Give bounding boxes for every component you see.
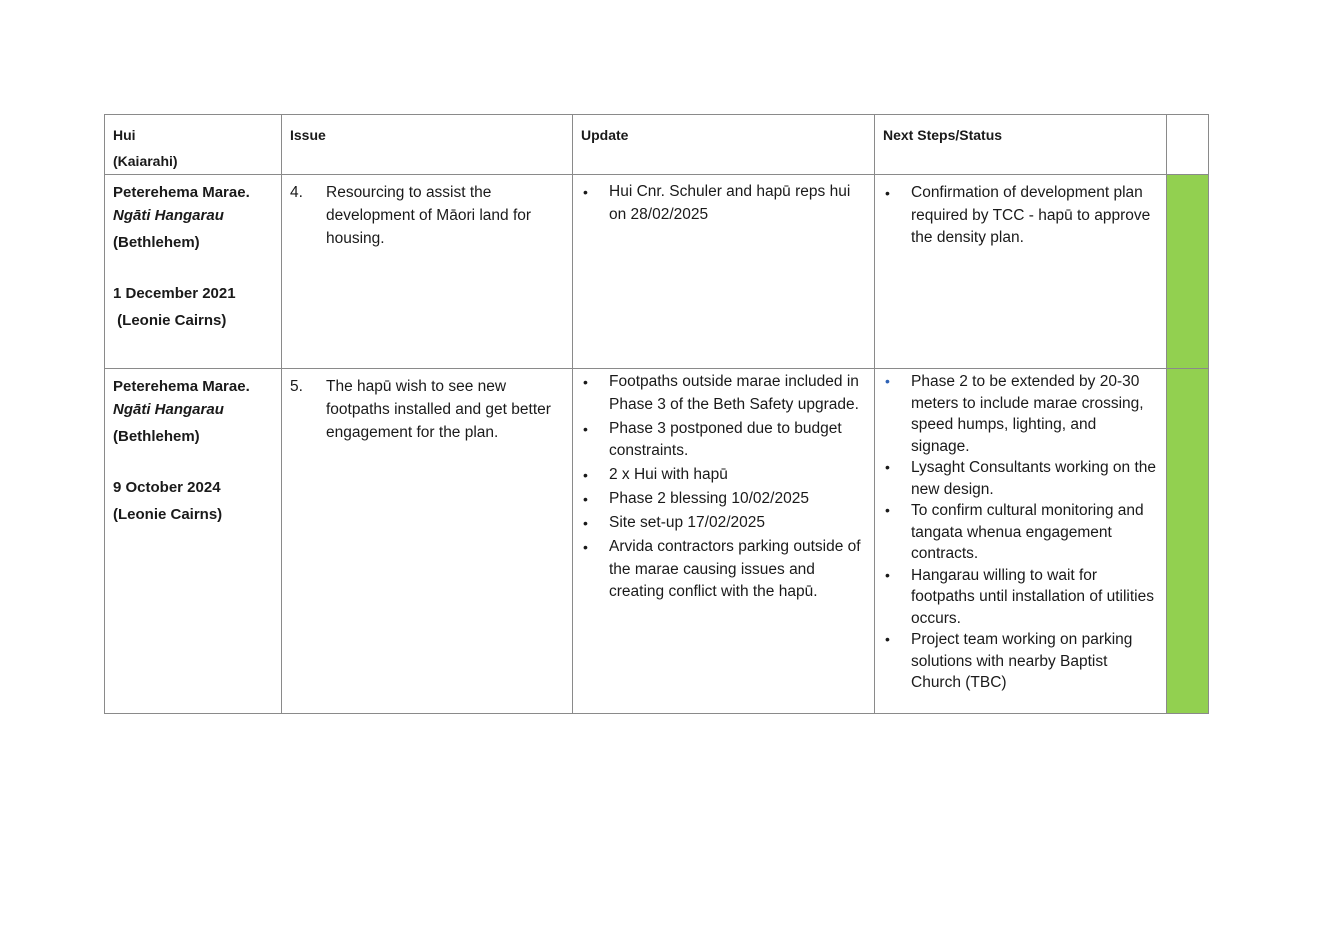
list-item: • Hui Cnr. Schuler and hapū reps hui on 28/02/2025 (583, 183, 851, 223)
marae-name: Peterehema Marae. (113, 378, 250, 395)
place-name: (Bethlehem) (113, 428, 200, 445)
iwi-name: Ngāti Hangarau (113, 401, 224, 418)
table-row (105, 369, 1209, 714)
list-item: • Lysaght Consultants working on the new design. (885, 459, 1156, 498)
next-steps-list (875, 369, 1166, 694)
bullet-icon: • (885, 373, 890, 389)
hui-cell (105, 369, 282, 714)
issue-number: 5. (290, 378, 303, 395)
list-item: • Phase 2 to be extended by 20-30 meters to include marae crossing, speed humps, lighting, and signage. (885, 373, 1144, 455)
header-hui-label: Hui (113, 127, 136, 143)
bullet-icon: • (583, 467, 588, 483)
next-steps-cell (875, 175, 1167, 369)
header-next-steps: Next Steps/Status (875, 115, 1167, 175)
hui-status-table (104, 114, 1209, 714)
hui-date: 9 October 2024 (113, 479, 221, 496)
list-item: • Hangarau willing to wait for footpaths until installation of utilities occurs. (885, 566, 1154, 627)
bullet-icon: • (583, 420, 588, 437)
header-hui-sublabel: (Kaiarahi) (113, 153, 178, 169)
list-item: • Footpaths outside marae included in Phase 3 of the Beth Safety upgrade. (583, 373, 859, 413)
update-list (573, 369, 874, 604)
iwi-name: Ngāti Hangarau (113, 207, 224, 224)
issue-cell (282, 369, 573, 714)
list-item: • Phase 2 blessing 10/02/2025 (581, 488, 866, 511)
bullet-icon: • (583, 539, 588, 555)
kaiarahi-name: (Leonie Cairns) (113, 312, 227, 329)
list-item: • Project team working on parking solutions with nearby Baptist Church (TBC) (885, 631, 1133, 691)
list-item: • Phase 3 postponed due to budget constraints. (583, 419, 842, 459)
header-hui (105, 115, 282, 175)
issue-number: 4. (290, 184, 303, 201)
bullet-icon: • (885, 631, 890, 647)
marae-name: Peterehema Marae. (113, 184, 250, 201)
list-item: • To confirm cultural monitoring and tangata whenua engagement contracts. (885, 502, 1144, 562)
table-header-row (105, 115, 1209, 175)
bullet-icon: • (583, 374, 588, 390)
update-cell (573, 175, 875, 369)
bullet-icon: • (583, 491, 588, 507)
place-name: (Bethlehem) (113, 234, 200, 251)
header-update: Update (573, 115, 875, 175)
bullet-icon: • (583, 184, 588, 200)
status-indicator (1167, 369, 1209, 714)
issue-cell (282, 175, 573, 369)
update-list (573, 175, 874, 226)
hui-date: 1 December 2021 (113, 285, 236, 302)
bullet-icon: • (885, 459, 890, 475)
list-item: • Confirmation of development plan required by TCC - hapū to approve the density plan. (885, 184, 1151, 246)
next-steps-cell (875, 369, 1167, 714)
bullet-icon: • (885, 185, 890, 201)
update-cell (573, 369, 875, 714)
list-item: • Site set-up 17/02/2025 (581, 512, 866, 535)
header-issue: Issue (282, 115, 573, 175)
bullet-icon: • (885, 566, 890, 583)
kaiarahi-name: (Leonie Cairns) (113, 506, 223, 523)
status-indicator (1167, 175, 1209, 369)
bullet-icon: • (885, 502, 890, 518)
next-steps-list (875, 175, 1166, 250)
table-row (105, 175, 1209, 369)
header-status (1167, 115, 1209, 175)
hui-cell (105, 175, 282, 369)
issue-text: Resourcing to assist the development of Māori land for housing. (326, 184, 532, 247)
issue-text: The hapū wish to see new footpaths installed and get better engagement for the plan. (326, 378, 551, 441)
list-item: • 2 x Hui with hapū (581, 464, 866, 487)
bullet-icon: • (583, 515, 588, 531)
list-item: • Arvida contractors parking outside of the marae causing issues and creating conflict with the hapū. (583, 538, 861, 600)
